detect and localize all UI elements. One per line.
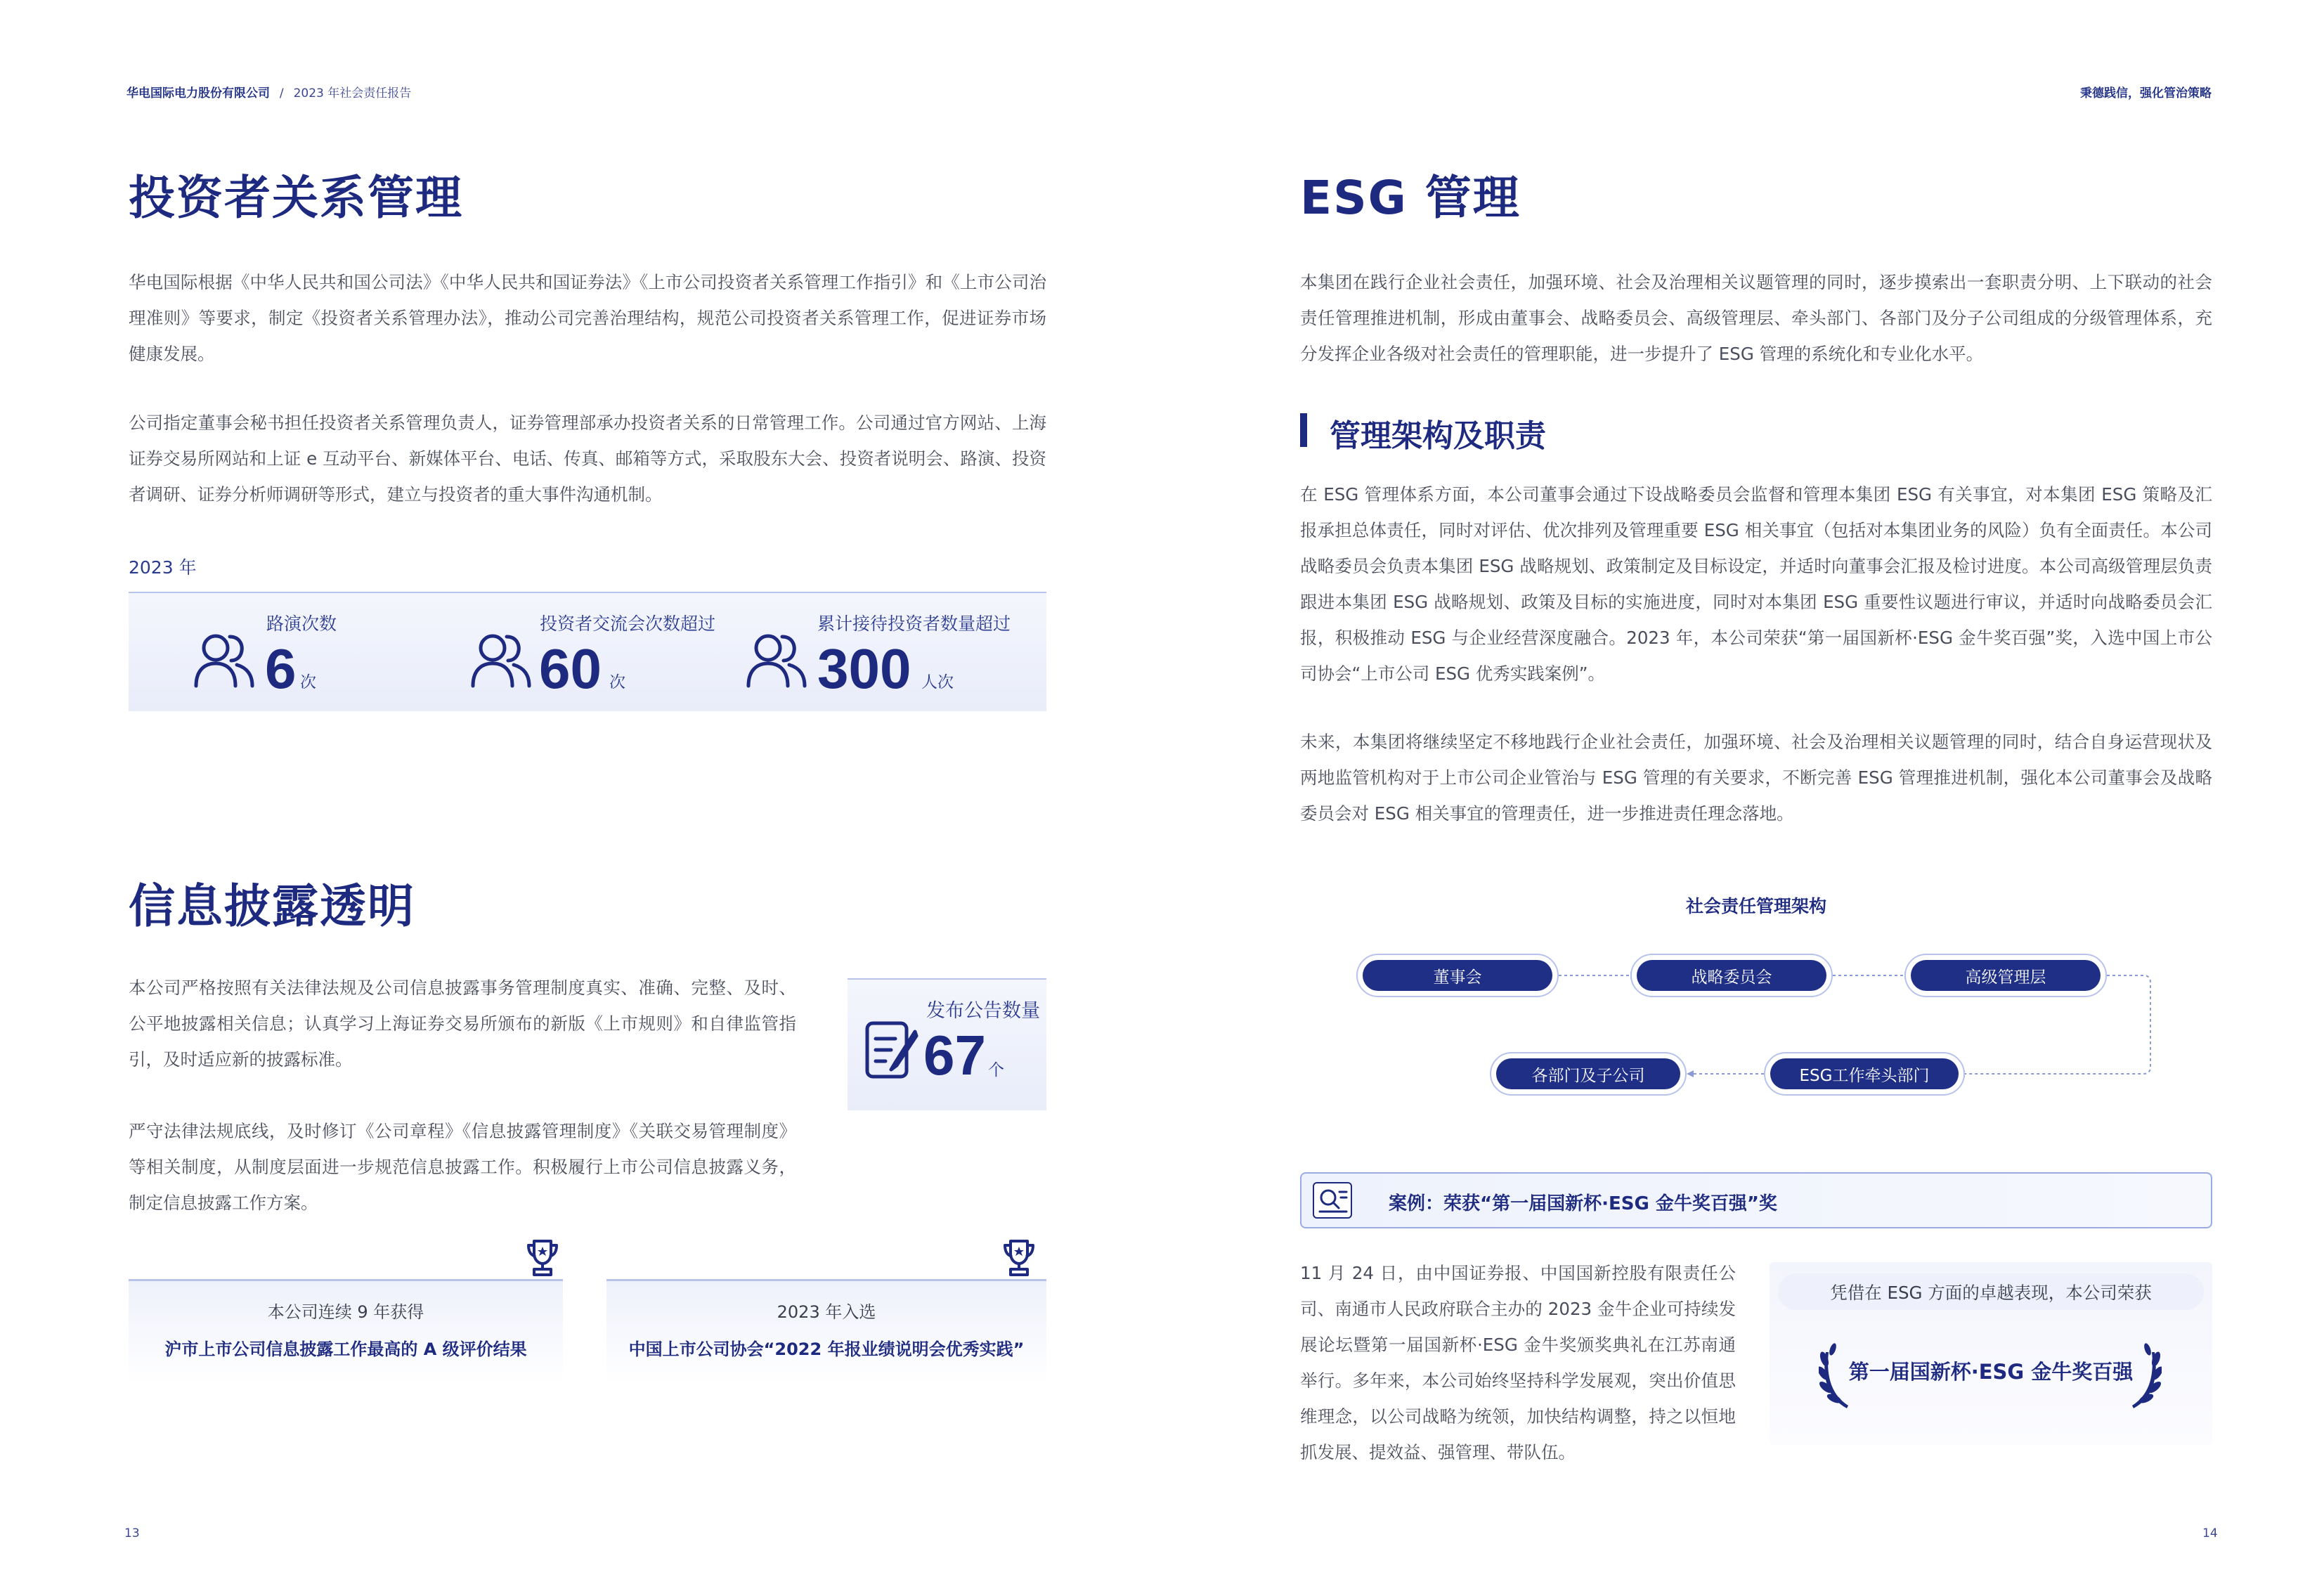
- node-strategy-committee-label: 战略委员会: [1637, 960, 1826, 991]
- node-esg-lead-department-label: ESG工作牵头部门: [1770, 1058, 1959, 1089]
- people-icon: [192, 630, 257, 693]
- node-senior-management: [1904, 954, 2107, 997]
- header-section-title: 秉德践信，强化管治策略: [2080, 86, 2212, 100]
- award-card-best-practice: [606, 1279, 1046, 1384]
- announcement-card: [848, 978, 1046, 1110]
- structure-title: 社会责任管理架构: [1685, 896, 1826, 916]
- award-line-1: 2023 年入选: [777, 1302, 876, 1322]
- node-departments-subsidiaries-label: 各部门及子公司: [1496, 1058, 1680, 1089]
- trophy-icon: [526, 1238, 559, 1280]
- disclosure-title: 信息披露透明: [129, 879, 415, 933]
- esg-paragraph-1: 本集团在践行企业社会责任，加强环境、社会及治理相关议题管理的同时，逐步摸索出一套职责分明、上下联动的社会责任管理推进机制，形成由董事会、战略委员会、高级管理层、牵头部门、各部门及分子公司组成的分级管理体系，充分发挥企业各级对社会责任的管理职能，进一步提升了 ESG 管理的系统化和专业化水平。: [1300, 272, 2212, 364]
- node-board-label: 董事会: [1363, 960, 1552, 991]
- case-body: 11 月 24 日，由中国证券报、中国国新控股有限责任公司、南通市人民政府联合主办的 2023 金牛企业可持续发展论坛暨第一届国新杯·ESG 金牛奖颁奖典礼在江苏南通举行。多年来，本公司始终坚持科学发展观，突出价值思维理念，以公司战略为统领，加快结构调整，持之以恒地抓发展、提效益、强管理、带队伍。: [1300, 1263, 1736, 1462]
- trophy-icon: [1002, 1238, 1036, 1280]
- document-edit-icon: [863, 1016, 919, 1085]
- case-award-panel: [1770, 1262, 2212, 1445]
- award-line-2: 沪市上市公司信息披露工作最高的 A 级评价结果: [164, 1339, 527, 1359]
- investor-stats-bar: [129, 592, 1046, 711]
- header-company: 华电国际电力股份有限公司: [126, 86, 270, 100]
- stat-unit-investors-received: 人次: [921, 673, 954, 692]
- page-number-right: 14: [2202, 1526, 2218, 1540]
- investor-paragraph-2: 公司指定董事会秘书担任投资者关系管理负责人，证券管理部承办投资者关系的日常管理工作。公司通过官方网站、上海证券交易所网站和上证 e 互动平台、新媒体平台、电话、传真、邮箱等方式，采取股东大会、投资者说明会、路演、投资者调研、证券分析师调研等形式，建立与投资者的重大事件沟通机制。: [129, 413, 1046, 505]
- stat-unit-exchange-meetings: 次: [609, 673, 625, 692]
- case-title: 案例：荣获“第一届国新杯·ESG 金牛奖百强”奖: [1389, 1193, 1777, 1214]
- stat-value-investors-received: 300: [817, 637, 911, 700]
- award-card-a-rating: [129, 1279, 563, 1384]
- stat-label-investors-received: 累计接待投资者数量超过: [817, 614, 1011, 634]
- case-banner: [1300, 1172, 2212, 1228]
- case-award-name: 第一届国新杯·ESG 金牛奖百强: [1848, 1360, 2134, 1384]
- node-strategy-committee: [1630, 954, 1833, 997]
- investor-paragraph-1: 华电国际根据《中华人民共和国公司法》《中华人民共和国证券法》《上市公司投资者关系管理工作指引》和《上市公司治理准则》等要求，制定《投资者关系管理办法》，推动公司完善治理结构，规范公司投资者关系管理工作，促进证券市场健康发展。: [129, 272, 1046, 364]
- node-esg-lead-department: [1764, 1052, 1965, 1096]
- esg-paragraph-3: 未来，本集团将继续坚定不移地践行企业社会责任，加强环境、社会及治理相关议题管理的同时，结合自身运营现状及两地监管机构对于上市公司企业管治与 ESG 管理的有关要求，不断完善 ESG 管理推进机制，强化本公司董事会及战略委员会对 ESG 相关事宜的管理责任，进一步推进责任理念落地。: [1300, 732, 2212, 824]
- case-award-intro: 凭借在 ESG 方面的卓越表现，本公司荣获: [1778, 1273, 2204, 1310]
- disclosure-paragraph-2: 严守法律法规底线，及时修订《公司章程》《信息披露管理制度》《关联交易管理制度》等相关制度，从制度层面进一步规范信息披露工作。积极履行上市公司信息披露义务，制定信息披露工作方案。: [129, 1121, 796, 1213]
- header-breadcrumb: [126, 83, 411, 100]
- esg-paragraph-2: 在 ESG 管理体系方面，本公司董事会通过下设战略委员会监督和管理本集团 ESG 有关事宜，对本集团 ESG 策略及汇报承担总体责任，同时对评估、优次排列及管理重要 ESG 相关事宜（包括对本集团业务的风险）负有全面责任。本公司战略委员会负责本集团 ESG 战略规划、政策制定及目标设定，并适时向董事会汇报及检讨进度。本公司高级管理层负责跟进本集团 ESG 战略规划、政策及目标的实施进度，同时对本集团 ESG 重要性议题进行审议，并适时向战略委员会汇报，积极推动 ESG 与企业经营深度融合。2023 年，本公司荣获“第一届国新杯·ESG 金牛奖百强”奖，入选中国上市公司协会“上市公司 ESG 优秀实践案例”。: [1300, 484, 2212, 684]
- people-icon: [469, 630, 533, 693]
- award-line-1: 本公司连续 9 年获得: [267, 1302, 424, 1322]
- announcement-unit: 个: [988, 1061, 1004, 1079]
- investor-relations-title: 投资者关系管理: [129, 171, 463, 225]
- award-line-2: 中国上市公司协会“2022 年报业绩说明会优秀实践”: [628, 1339, 1025, 1359]
- laurel-icon: [2127, 1338, 2162, 1414]
- node-board: [1356, 954, 1559, 997]
- subheading-bar: [1300, 413, 1307, 447]
- stat-value-roadshow: 6: [265, 637, 297, 700]
- case-report-icon: [1313, 1182, 1352, 1219]
- esg-title: ESG 管理: [1300, 171, 1521, 225]
- structure-subheading: 管理架构及职责: [1330, 418, 1546, 454]
- node-departments-subsidiaries: [1490, 1052, 1687, 1096]
- announcement-label: 发布公告数量: [926, 1000, 1040, 1022]
- page-number-left: 13: [124, 1526, 140, 1540]
- stats-year: 2023 年: [129, 557, 197, 578]
- stat-label-roadshow: 路演次数: [266, 614, 337, 634]
- disclosure-paragraph-1: 本公司严格按照有关法律法规及公司信息披露事务管理制度真实、准确、完整、及时、公平地披露相关信息；认真学习上海证券交易所颁布的新版《上市规则》和自律监管指引，及时适应新的披露标准。: [129, 978, 796, 1070]
- stat-value-exchange-meetings: 60: [539, 637, 602, 700]
- stat-unit-roadshow: 次: [300, 673, 316, 692]
- header-report: 2023 年社会责任报告: [293, 86, 412, 100]
- stat-label-exchange-meetings: 投资者交流会次数超过: [540, 614, 716, 634]
- header-separator: /: [279, 86, 284, 100]
- people-icon: [744, 630, 809, 693]
- announcement-value: 67: [923, 1024, 986, 1086]
- node-senior-management-label: 高级管理层: [1911, 960, 2101, 991]
